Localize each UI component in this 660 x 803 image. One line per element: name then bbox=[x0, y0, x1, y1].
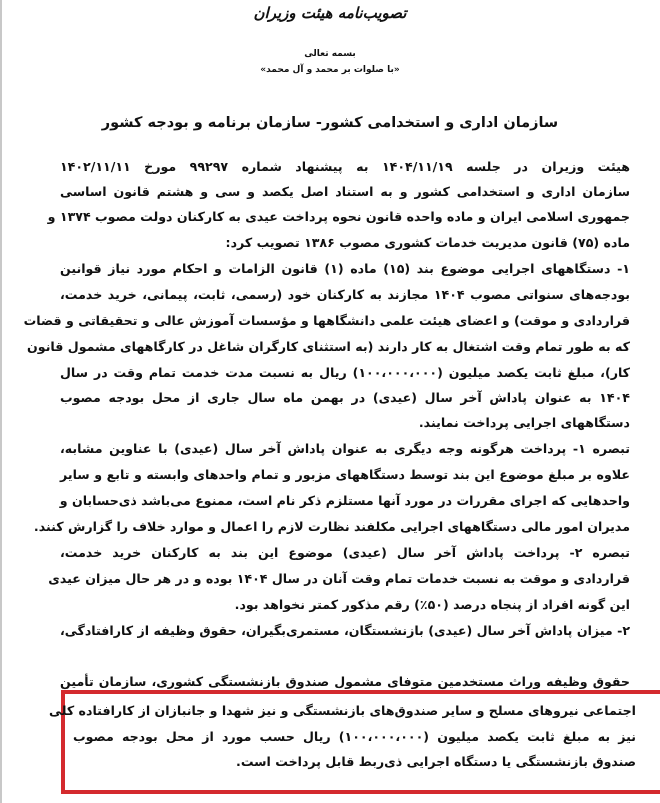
note-1-line: علاوه بر مبلغ موضوع این بند توسط دستگاههای مزبور و تمام واحدهای وابسته و تابع و سایر bbox=[60, 467, 630, 482]
note-2-line: این گونه افراد از پنجاه درصد (۵۰٪) رقم مذکور کمتر نخواهد بود. bbox=[234, 597, 630, 612]
body-line: جمهوری اسلامی ایران و ماده واحده قانون نحوه پرداخت عیدی به کارکنان دولت مصوب ۱۳۷۴ و bbox=[47, 209, 630, 224]
note-1-line: واحدهایی که اجرای مقررات در مورد آنها مستلزم ذکر نام است، ممنوع می‌باشد ذی‌حسابان و bbox=[59, 493, 630, 508]
highlighted-line: صندوق بازنشستگی یا دستگاه اجرایی ذی‌ربط قابل پرداخت است. bbox=[236, 754, 636, 769]
body-line: ۱- دستگاههای اجرایی موضوع بند (۱۵) ماده (۱) قانون الزامات و احکام مورد نیاز قوانین bbox=[60, 261, 630, 276]
highlighted-line: اجتماعی نیروهای مسلح و سایر صندوق‌های بازنشستگی و نیز شهدا و جانبازان از کارافتاده کلی bbox=[48, 703, 636, 718]
body-line: سازمان اداری و استخدامی کشور و به استناد اصل یکصد و سی و هشتم قانون اساسی bbox=[60, 184, 630, 199]
decree-header-title: تصویب‌نامه هیئت وزیران bbox=[253, 4, 407, 22]
body-line: هیئت وزیران در جلسه ۱۴۰۴/۱۱/۱۹ به پیشنهاد شماره ۹۹۲۹۷ مورخ ۱۴۰۲/۱۱/۱۱ bbox=[60, 159, 630, 174]
item-2-line: ۲- میزان پاداش آخر سال (عیدی) بازنشستگان، مستمری‌بگیران، حقوق وظیفه از کارافتادگی، bbox=[60, 623, 630, 638]
body-line: دستگاههای اجرایی پرداخت نمایند. bbox=[418, 415, 630, 430]
note-1-line: تبصره ۱- پرداخت هرگونه وجه دیگری به عنوان پاداش آخر سال (عیدی) با عناوین مشابه، bbox=[60, 441, 630, 456]
body-line: که به طور تمام وقت اشتغال به کار دارند (به استثنای کارگران شاغل در کارگاههای مشمول قانون bbox=[27, 339, 630, 354]
note-2-line: تبصره ۲- پرداخت پاداش آخر سال (عیدی) موضوع این بند به کارکنان خرید خدمت، bbox=[60, 545, 630, 560]
basmala-line-1: بسمه تعالی bbox=[304, 49, 356, 59]
basmala-line-2: «با صلوات بر محمد و آل محمد» bbox=[260, 65, 400, 75]
item-2-line-partial: حقوق وظیفه وراث مستخدمین متوفای مشمول صندوق بازنشستگی کشوری، سازمان تأمین bbox=[60, 674, 630, 689]
basmala bbox=[0, 46, 660, 78]
body-line: کار)، مبلغ ثابت یکصد میلیون (۱۰۰،۰۰۰،۰۰۰) ریال به نسبت مدت خدمت تمام وقت در سال bbox=[60, 365, 630, 380]
highlighted-passage-box bbox=[48, 690, 660, 794]
body-line: بودجه‌های سنواتی مصوب ۱۴۰۴ مجازند به کارکنان خود (رسمی، ثابت، پیمانی، خرید خدمت، bbox=[60, 287, 630, 302]
body-line: ۱۴۰۴ به عنوان پاداش آخر سال (عیدی) در بهمن ماه سال جاری از محل بودجه مصوب bbox=[60, 390, 630, 405]
body-line: قراردادی و موقت) و اعضای هیئت علمی دانشگاهها و مؤسسات آموزش عالی و تحقیقاتی و قضات bbox=[23, 313, 630, 328]
organization-title: سازمان اداری و استخدامی کشور- سازمان برنامه و بودجه کشور bbox=[101, 115, 559, 131]
highlighted-line: نیز به مبلغ ثابت یکصد میلیون (۱۰۰،۰۰۰،۰۰۰) ریال حسب مورد از محل بودجه مصوب bbox=[73, 729, 636, 744]
note-2-line: قراردادی و موقت به نسبت خدمات تمام وقت آنان در سال ۱۴۰۴ بوده و در هر حال میزان عیدی bbox=[48, 571, 630, 586]
body-line: ماده (۷۵) قانون مدیریت خدمات کشوری مصوب ۱۳۸۶ تصویب کرد: bbox=[225, 235, 630, 250]
note-1-line: مدیران امور مالی دستگاههای اجرایی مکلفند نظارت لازم را اعمال و موارد خلاف را گزارش کنند. bbox=[33, 519, 630, 534]
